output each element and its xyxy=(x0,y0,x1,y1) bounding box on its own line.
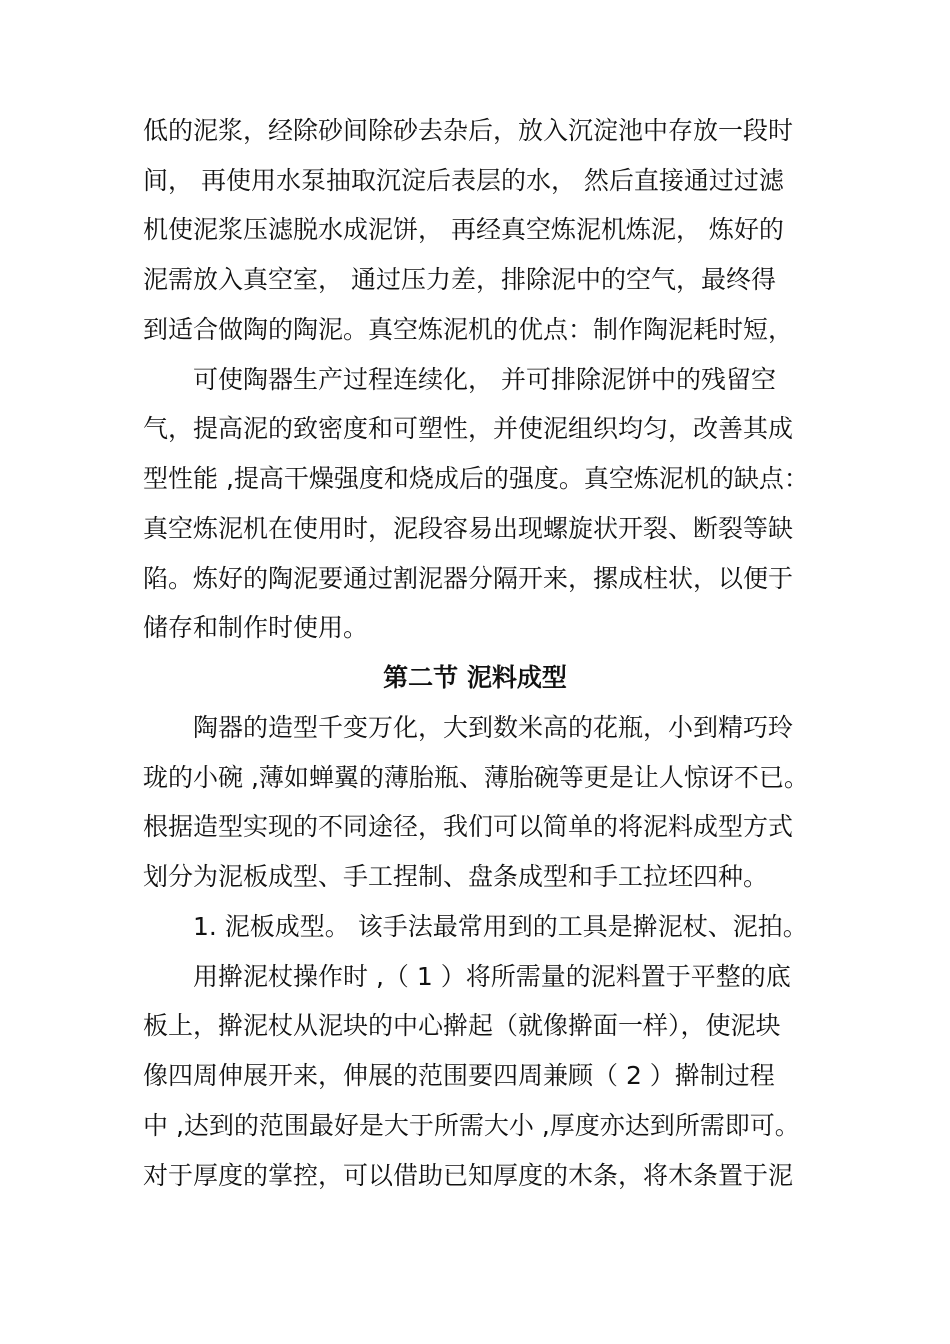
text-line: 对于厚度的掌控，可以借助已知厚度的木条，将木条置于泥 xyxy=(143,1161,794,1190)
text-line: 用擀泥杖操作时 ,（ 1 ）将所需量的泥料置于平整的底 xyxy=(193,962,791,991)
text-line: 机使泥浆压滤脱水成泥饼， 再经真空炼泥机炼泥， 炼好的 xyxy=(143,215,784,244)
text-line: 间， 再使用水泵抽取沉淀后表层的水， 然后直接通过过滤 xyxy=(143,166,784,195)
text-line: 低的泥浆，经除砂间除砂去杂后，放入沉淀池中存放一段时 xyxy=(143,116,794,145)
text-line: 珑的小碗 ,薄如蝉翼的薄胎瓶、薄胎碗等更是让人惊讶不已。 xyxy=(143,763,809,792)
text-line: 储存和制作时使用。 xyxy=(143,613,369,642)
text-line: 1. 泥板成型。 该手法最常用到的工具是擀泥杖、泥拍。 xyxy=(193,912,808,941)
section-heading: 第二节 泥料成型 xyxy=(383,663,567,692)
text-line: 泥需放入真空室， 通过压力差，排除泥中的空气，最终得 xyxy=(143,265,776,294)
text-line: 陷。炼好的陶泥要通过割泥器分隔开来，摞成柱状，以便于 xyxy=(143,564,794,593)
text-line: 到适合做陶的陶泥。真空炼泥机的优点：制作陶泥耗时短， xyxy=(143,315,794,344)
text-line: 真空炼泥机在使用时，泥段容易出现螺旋状开裂、断裂等缺 xyxy=(143,514,794,543)
text-line: 像四周伸展开来，伸展的范围要四周兼顾（ 2 ）擀制过程 xyxy=(143,1061,775,1090)
text-line: 型性能 ,提高干燥强度和烧成后的强度。真空炼泥机的缺点： xyxy=(143,464,809,493)
text-line: 根据造型实现的不同途径，我们可以简单的将泥料成型方式 xyxy=(143,812,794,841)
text-line: 可使陶器生产过程连续化， 并可排除泥饼中的残留空 xyxy=(193,365,776,394)
text-line: 划分为泥板成型、手工捏制、盘条成型和手工拉坯四种。 xyxy=(143,862,769,891)
text-line: 气，提高泥的致密度和可塑性，并使泥组织均匀，改善其成 xyxy=(143,414,794,443)
text-line: 中 ,达到的范围最好是大于所需大小 ,厚度亦达到所需即可。 xyxy=(143,1111,800,1140)
text-line: 板上，擀泥杖从泥块的中心擀起（就像擀面一样），使泥块 xyxy=(143,1011,781,1040)
text-line: 陶器的造型千变万化，大到数米高的花瓶，小到精巧玲 xyxy=(193,713,794,742)
